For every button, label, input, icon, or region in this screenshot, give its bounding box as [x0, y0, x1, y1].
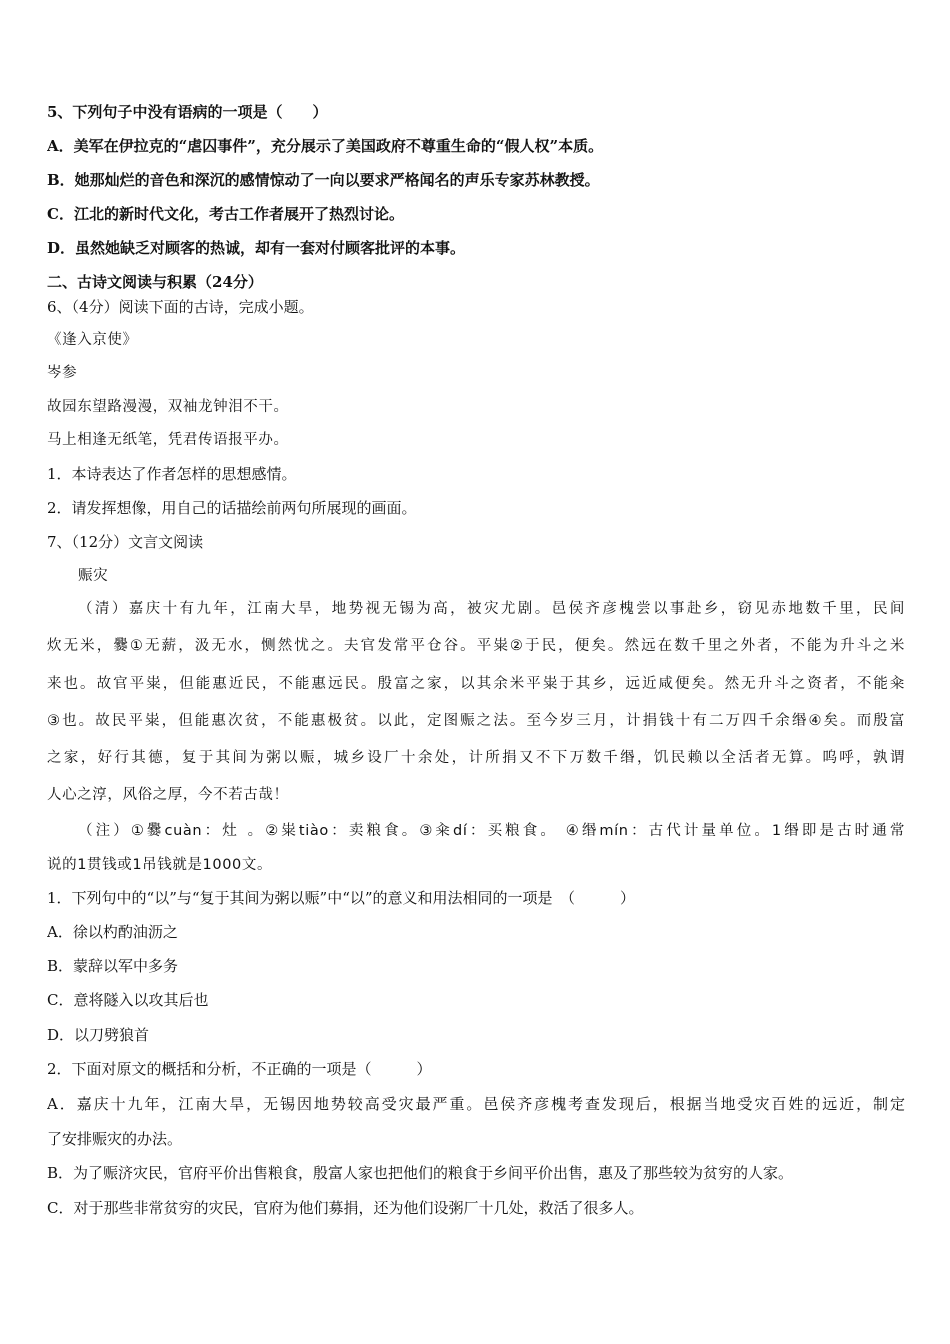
q7-sub2-stem: 2．下面对原文的概括和分析，不正确的一项是（ ）	[47, 1060, 432, 1078]
q5-stem: 5、下列句子中没有语病的一项是（ ）	[47, 103, 328, 121]
q7-sub2-option-a-cont: 了安排赈灾的办法。	[47, 1130, 183, 1148]
passage-line: 人心之淳，风俗之厚，今不若古哉！	[47, 787, 289, 803]
q7-sub2-option-c: C．对于那些非常贫穷的灾民，官府为他们募捐，还为他们设粥厂十几处，救活了很多人。	[47, 1199, 644, 1217]
q7-sub1-option-c: C．意将隧入以攻其后也	[47, 991, 209, 1009]
q7-sub1-stem: 1．下列句中的“以”与“复于其间为粥以赈”中“以”的意义和用法相同的一项是 （ ）	[47, 889, 636, 907]
passage-line: 之家，好行其德，复于其间为粥以赈，城乡设厂十余处，计所捐又不下万数千缗，饥民赖以全活者无算。呜呼，孰谓	[47, 750, 905, 766]
q6-sub-1: 1．本诗表达了作者怎样的思想感情。	[47, 465, 297, 483]
passage-title: 赈灾	[78, 568, 109, 584]
q6-sub-2: 2．请发挥想像，用自己的话描绘前两句所展现的画面。	[47, 499, 417, 517]
passage-line: ③也。故民平粜，但能惠次贫，不能惠极贫。以此，定图赈之法。至今岁三月，计捐钱十有二万四千余缗④矣。而殷富	[47, 713, 905, 729]
passage-line: 炊无米，爨①无薪，汲无水，恻然忧之。夫官发常平仓谷。平粜②于民，便矣。然远在数千里之外者，不能为升斗之米	[47, 638, 905, 654]
poem-line-2: 马上相逢无纸笔，凭君传语报平办。	[47, 432, 289, 448]
q5-option-c: C．江北的新时代文化，考古工作者展开了热烈讨论。	[47, 205, 404, 223]
passage-note: 说的1贯钱或1吊钱就是1000文。	[47, 857, 273, 873]
q7-sub1-option-b: B．蒙辞以军中多务	[47, 957, 179, 975]
q5-option-b: B．她那灿烂的音色和深沉的感情惊动了一向以要求严格闻名的声乐专家苏林教授。	[47, 171, 600, 189]
poem-line-1: 故园东望路漫漫，双袖龙钟泪不干。	[47, 399, 289, 415]
q7-sub1-option-d: D．以刀劈狼首	[47, 1026, 150, 1044]
q7-sub2-option-b: B．为了赈济灾民，官府平价出售粮食，殷富人家也把他们的粮食于乡间平价出售，惠及了那些较为贫穷的人家。	[47, 1164, 794, 1182]
passage-note: （注）①爨cuàn：灶 。②粜tiào：卖粮食。③籴dí：买粮食。 ④缗mín：古代计量单位。1缗即是古时通常	[78, 823, 905, 839]
q7-sub1-option-a: A．徐以杓酌油沥之	[47, 923, 178, 941]
passage-line: （清）嘉庆十有九年，江南大旱，地势视无锡为高，被灾尤剧。邑侯齐彦槐尝以事赴乡，窃见赤地数千里，民间	[78, 601, 905, 617]
q7-stem: 7、（12分）文言文阅读	[47, 533, 204, 551]
q6-stem: 6、（4分）阅读下面的古诗，完成小题。	[47, 298, 314, 316]
q5-option-a: A．美军在伊拉克的“虐囚事件”，充分展示了美国政府不尊重生命的“假人权”本质。	[47, 137, 604, 155]
poem-author: 岑参	[47, 365, 78, 381]
q5-option-d: D．虽然她缺乏对顾客的热诚，却有一套对付顾客批评的本事。	[47, 239, 466, 257]
passage-line: 来也。故官平粜，但能惠近民，不能惠远民。殷富之家，以其余米平粜于其乡，远近咸便矣。然无升斗之资者，不能籴	[47, 676, 905, 692]
q7-sub2-option-a: A．嘉庆十九年，江南大旱，无锡因地势较高受灾最严重。邑侯齐彦槐考查发现后，根据当地受灾百姓的远近，制定	[47, 1095, 905, 1113]
section-title: 二、古诗文阅读与积累（24分）	[47, 273, 263, 291]
poem-title: 《逢入京使》	[47, 332, 138, 348]
